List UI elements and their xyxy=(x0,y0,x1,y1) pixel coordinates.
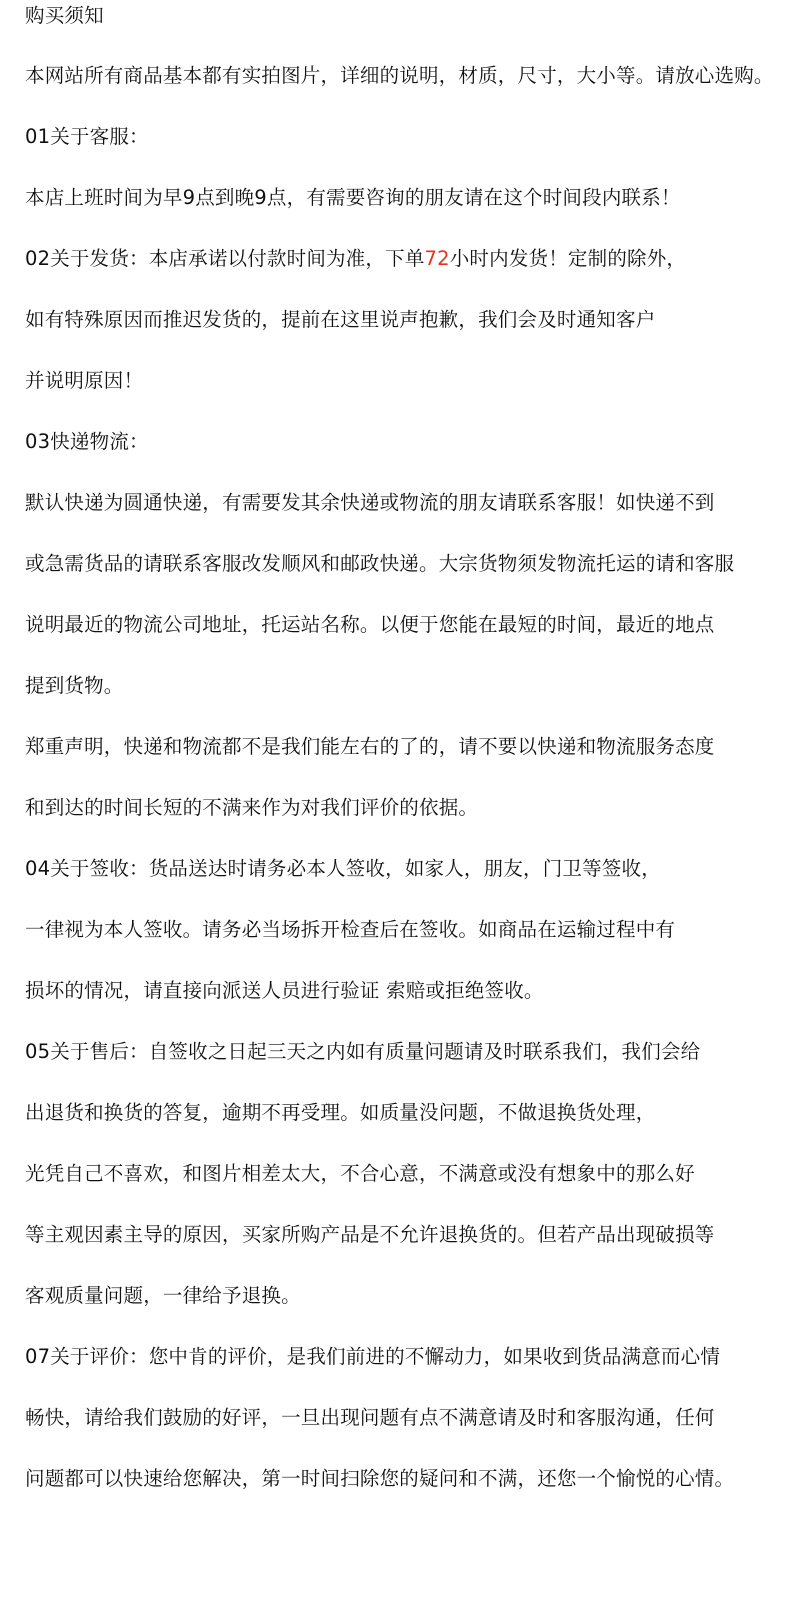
logistics-line-4: 提到货物。 xyxy=(25,674,124,697)
logistics-line-6: 和到达的时间长短的不满来作为对我们评价的依据。 xyxy=(25,796,479,819)
shipping-line-1-prefix: 02关于发货：本店承诺以付款时间为准，下单 xyxy=(25,247,425,270)
reviews-line-1: 07关于评价：您中肯的评价，是我们前进的不懈动力，如果收到货品满意而心情 xyxy=(25,1345,721,1368)
signing-line-1: 04关于签收：货品送达时请务必本人签收，如家人，朋友，门卫等签收， xyxy=(25,857,661,880)
shipping-hours-highlight: 72 xyxy=(424,247,450,270)
intro-text: 本网站所有商品基本都有实拍图片，详细的说明，材质，尺寸，大小等。请放心选购。 xyxy=(25,64,774,87)
after-sales-line-5: 客观质量问题，一律给予退换。 xyxy=(25,1284,301,1307)
reviews-line-3: 问题都可以快速给您解决，第一时间扫除您的疑问和不满，还您一个愉悦的心情。 xyxy=(25,1467,735,1490)
logistics-line-2: 或急需货品的请联系客服改发顺风和邮政快递。大宗货物须发物流托运的请和客服 xyxy=(25,552,735,575)
shipping-line-1-suffix: 小时内发货！定制的除外， xyxy=(449,247,687,270)
signing-line-2: 一律视为本人签收。请务必当场拆开检查后在签收。如商品在运输过程中有 xyxy=(25,918,676,941)
logistics-line-5: 郑重声明，快递和物流都不是我们能左右的了的，请不要以快递和物流服务态度 xyxy=(25,735,715,758)
after-sales-line-1: 05关于售后：自签收之日起三天之内如有质量问题请及时联系我们，我们会给 xyxy=(25,1040,701,1063)
shipping-line-1 xyxy=(25,246,800,272)
page-title: 购买须知 xyxy=(25,4,104,27)
service-hours-text: 本店上班时间为早9点到晚9点，有需要咨询的朋友请在这个时间段内联系！ xyxy=(25,186,681,209)
service-heading: 01关于客服： xyxy=(25,125,149,148)
after-sales-line-3: 光凭自己不喜欢，和图片相差太大，不合心意，不满意或没有想象中的那么好 xyxy=(25,1162,695,1185)
logistics-heading: 03快递物流： xyxy=(25,430,149,453)
signing-line-3: 损坏的情况，请直接向派送人员进行验证 索赔或拒绝签收。 xyxy=(25,979,544,1002)
logistics-line-1: 默认快递为圆通快递，有需要发其余快递或物流的朋友请联系客服！如快递不到 xyxy=(25,491,715,514)
after-sales-line-4: 等主观因素主导的原因，买家所购产品是不允许退换货的。但若产品出现破损等 xyxy=(25,1223,715,1246)
after-sales-line-2: 出退货和换货的答复，逾期不再受理。如质量没问题，不做退换货处理， xyxy=(25,1101,656,1124)
logistics-line-3: 说明最近的物流公司地址，托运站名称。以便于您能在最短的时间，最近的地点 xyxy=(25,613,715,636)
shipping-line-2: 如有特殊原因而推迟发货的，提前在这里说声抱歉，我们会及时通知客户 xyxy=(25,308,656,331)
shipping-line-3: 并说明原因！ xyxy=(25,369,144,392)
reviews-line-2: 畅快，请给我们鼓励的好评，一旦出现问题有点不满意请及时和客服沟通，任何 xyxy=(25,1406,715,1429)
